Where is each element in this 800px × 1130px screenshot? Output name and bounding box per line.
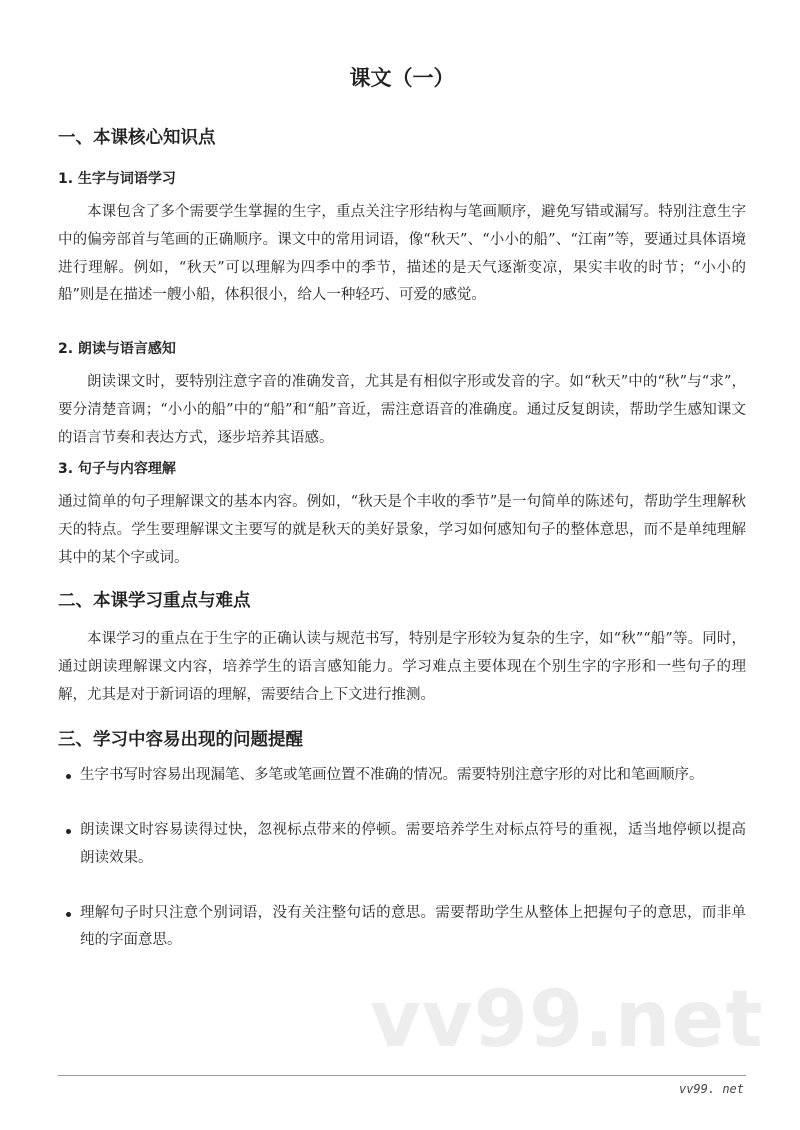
bullet-icon <box>66 912 71 917</box>
section-heading-1: 一、本课核心知识点 <box>58 128 216 148</box>
bullet-icon <box>66 774 71 779</box>
list-item: 理解句子时只注意个别词语，没有关注整句话的意思。需要帮助学生从整体上把握句子的意思，而非单纯的字面意思。 <box>58 900 746 955</box>
reminder-list <box>58 762 746 982</box>
list-item: 生字书写时容易出现漏笔、多笔或笔画位置不准确的情况。需要特别注意字形的对比和笔画顺序。 <box>58 762 746 790</box>
subsection-heading-3: 3. 句子与内容理解 <box>58 461 176 477</box>
section-heading-3: 三、学习中容易出现的问题提醒 <box>58 730 303 750</box>
bullet-icon <box>66 829 71 834</box>
page-title: 课文（一） <box>349 66 455 90</box>
paragraph-2: 朗读课文时，要特别注意字音的准确发音，尤其是有相似字形或发音的字。如“秋天”中的“秋”与“求”，要分清楚音调；“小小的船”中的“船”和“船”音近，需注意语音的准确度。通过反复朗读，帮助学生感知课文的语言节奏和表达方式，逐步培养其语感。 <box>58 374 746 446</box>
paragraph-4: 本课学习的重点在于生字的正确认读与规范书写，特别是字形较为复杂的生字，如“秋”“船”等。同时，通过朗读理解课文内容，培养学生的语言感知能力。学习难点主要体现在个别生字的字形和一些句子的理解，尤其是对于新词语的理解，需要结合上下文进行推测。 <box>58 631 746 703</box>
list-item: 朗读课文时容易读得过快，忽视标点带来的停顿。需要培养学生对标点符号的重视，适当地停顿以提高朗读效果。 <box>58 817 746 872</box>
subsection-heading-2: 2. 朗读与语言感知 <box>58 341 176 357</box>
footer-divider <box>58 1075 746 1076</box>
subsection-heading-1: 1. 生字与词语学习 <box>58 171 176 187</box>
paragraph-3: 通过简单的句子理解课文的基本内容。例如，“秋天是个丰收的季节”是一句简单的陈述句，帮助学生理解秋天的特点。学生要理解课文主要写的就是秋天的美好景象，学习如何感知句子的整体意思，而不是单纯理解其中的某个字或词。 <box>58 494 746 566</box>
footer-text: vv99. net <box>678 1082 744 1096</box>
paragraph-1: 本课包含了多个需要学生掌握的生字，重点关注字形结构与笔画顺序，避免写错或漏写。特别注意生字中的偏旁部首与笔画的正确顺序。课文中的常用词语，像“秋天”、“小小的船”、“江南”等，要通过具体语境进行理解。例如，“秋天”可以理解为四季中的季节，描述的是天气逐渐变凉，果实丰收的时节；“小小的船”则是在描述一艘小船，体积很小，给人一种轻巧、可爱的感觉。 <box>58 204 746 304</box>
watermark: vv99.net <box>370 975 764 1065</box>
section-heading-2: 二、本课学习重点与难点 <box>58 591 251 611</box>
